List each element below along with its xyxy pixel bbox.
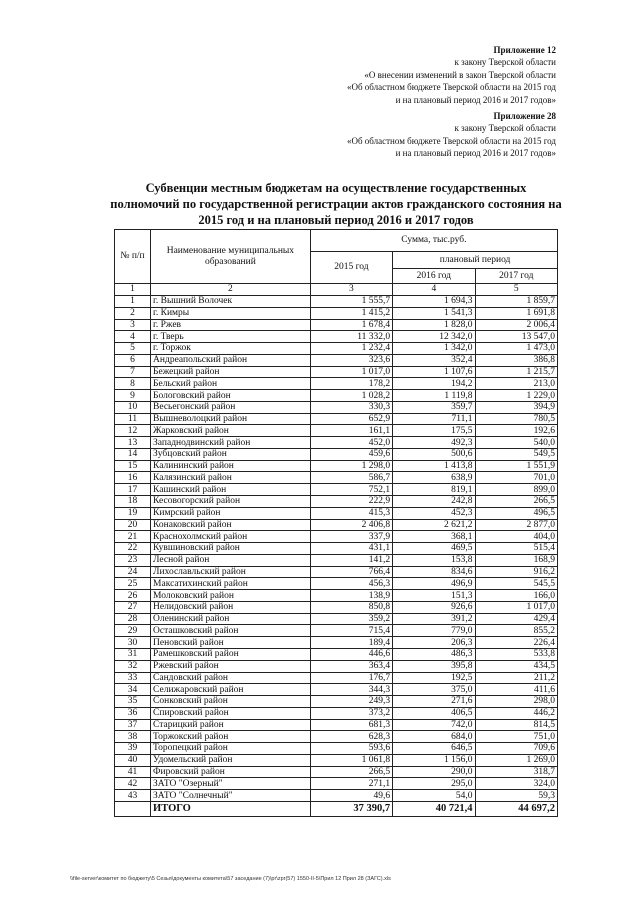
amount-2015: 431,1 — [310, 543, 392, 555]
municipality-name: Андреапольский район — [151, 354, 311, 366]
amount-2015: 344,3 — [310, 684, 392, 696]
amount-2015: 1 017,0 — [310, 366, 392, 378]
amount-2016: 1 694,3 — [393, 296, 475, 308]
amount-2016: 452,3 — [393, 507, 475, 519]
amount-2016: 486,3 — [393, 648, 475, 660]
amount-2015: 2 406,8 — [310, 519, 392, 531]
amount-2015: 141,2 — [310, 554, 392, 566]
amount-2015: 766,4 — [310, 566, 392, 578]
table-row — [115, 390, 558, 402]
amount-2016: 359,7 — [393, 401, 475, 413]
municipality-name: Западнодвинский район — [151, 437, 311, 449]
amount-2015: 1 298,0 — [310, 460, 392, 472]
table-row — [115, 296, 558, 308]
table-row — [115, 366, 558, 378]
table-row — [115, 648, 558, 660]
amount-2017: 496,5 — [475, 507, 557, 519]
amount-2017: 1 215,7 — [475, 366, 557, 378]
table-row — [115, 413, 558, 425]
amount-2016: 469,5 — [393, 543, 475, 555]
row-number: 32 — [115, 660, 151, 672]
amount-2016: 1 541,3 — [393, 307, 475, 319]
row-number: 11 — [115, 413, 151, 425]
amount-2017: 1 269,0 — [475, 754, 557, 766]
municipality-name: Сонковский район — [151, 696, 311, 708]
amount-2015: 1 232,4 — [310, 343, 392, 355]
amount-2016: 1 107,6 — [393, 366, 475, 378]
amount-2017: 515,4 — [475, 543, 557, 555]
municipality-name: Нелидовский район — [151, 601, 311, 613]
table-row — [115, 554, 558, 566]
header-2017: 2017 год — [475, 269, 557, 284]
amount-2017: 394,9 — [475, 401, 557, 413]
municipality-name: Зубцовский район — [151, 448, 311, 460]
table-row — [115, 684, 558, 696]
amount-2017: 168,9 — [475, 554, 557, 566]
column-number-label: 4 — [393, 284, 475, 296]
row-number: 9 — [115, 390, 151, 402]
row-number: 35 — [115, 696, 151, 708]
amount-2016: 153,8 — [393, 554, 475, 566]
amount-2015: 752,1 — [310, 484, 392, 496]
table-row — [115, 378, 558, 390]
row-number: 19 — [115, 507, 151, 519]
amount-2017: 446,2 — [475, 707, 557, 719]
amount-2015: 249,3 — [310, 696, 392, 708]
row-number: 21 — [115, 531, 151, 543]
table-row — [115, 343, 558, 355]
total-empty-cell — [115, 801, 151, 816]
row-number: 10 — [115, 401, 151, 413]
amount-2016: 391,2 — [393, 613, 475, 625]
total-row — [115, 801, 558, 816]
amount-2017: 429,4 — [475, 613, 557, 625]
municipality-name: г. Кимры — [151, 307, 311, 319]
amount-2017: 751,0 — [475, 731, 557, 743]
amount-2016: 742,0 — [393, 719, 475, 731]
amount-2016: 242,8 — [393, 496, 475, 508]
amount-2017: 701,0 — [475, 472, 557, 484]
amount-2017: 1 017,0 — [475, 601, 557, 613]
municipality-name: Пеновский район — [151, 637, 311, 649]
municipality-name: Кувшиновский район — [151, 543, 311, 555]
table-row — [115, 507, 558, 519]
amount-2017: 916,2 — [475, 566, 557, 578]
table-row — [115, 401, 558, 413]
row-number: 41 — [115, 766, 151, 778]
amount-2015: 176,7 — [310, 672, 392, 684]
row-number: 8 — [115, 378, 151, 390]
table-row — [115, 578, 558, 590]
table-row — [115, 460, 558, 472]
amount-2015: 452,0 — [310, 437, 392, 449]
row-number: 29 — [115, 625, 151, 637]
row-number: 36 — [115, 707, 151, 719]
municipality-name: Удомельский район — [151, 754, 311, 766]
row-number: 27 — [115, 601, 151, 613]
table-row — [115, 354, 558, 366]
amount-2016: 779,0 — [393, 625, 475, 637]
header-2016: 2016 год — [393, 269, 475, 284]
amount-2016: 819,1 — [393, 484, 475, 496]
row-number: 13 — [115, 437, 151, 449]
subventions-table — [114, 229, 558, 817]
amount-2017: 404,0 — [475, 531, 557, 543]
amount-2017: 211,2 — [475, 672, 557, 684]
column-number-label: 2 — [151, 284, 311, 296]
amount-2016: 1 119,8 — [393, 390, 475, 402]
table-row — [115, 425, 558, 437]
amount-2016: 12 342,0 — [393, 331, 475, 343]
amount-2017: 166,0 — [475, 590, 557, 602]
amount-2016: 1 828,0 — [393, 319, 475, 331]
row-number: 43 — [115, 790, 151, 802]
table-row — [115, 496, 558, 508]
row-number: 22 — [115, 543, 151, 555]
column-number-label: 1 — [115, 284, 151, 296]
amount-2017: 226,4 — [475, 637, 557, 649]
column-number-label: 3 — [310, 284, 392, 296]
amount-2015: 593,6 — [310, 743, 392, 755]
amount-2015: 271,1 — [310, 778, 392, 790]
municipality-name: Фировский район — [151, 766, 311, 778]
municipality-name: Максатихинский район — [151, 578, 311, 590]
amount-2017: 13 547,0 — [475, 331, 557, 343]
municipality-name: Молоковский район — [151, 590, 311, 602]
amount-2015: 681,3 — [310, 719, 392, 731]
header-sum: Сумма, тыс.руб. — [310, 230, 557, 252]
row-number: 23 — [115, 554, 151, 566]
amount-2017: 540,0 — [475, 437, 557, 449]
amount-2015: 161,1 — [310, 425, 392, 437]
amount-2015: 138,9 — [310, 590, 392, 602]
municipality-name: ЗАТО "Солнечный" — [151, 790, 311, 802]
municipality-name: г. Тверь — [151, 331, 311, 343]
municipality-name: Жарковский район — [151, 425, 311, 437]
row-number: 38 — [115, 731, 151, 743]
municipality-name: Калязинский район — [151, 472, 311, 484]
row-number: 6 — [115, 354, 151, 366]
row-number: 12 — [115, 425, 151, 437]
municipality-name: Лихославльский район — [151, 566, 311, 578]
amount-2017: 899,0 — [475, 484, 557, 496]
amount-2016: 375,0 — [393, 684, 475, 696]
table-row — [115, 790, 558, 802]
row-number: 40 — [115, 754, 151, 766]
municipality-name: Осташковский район — [151, 625, 311, 637]
amount-2016: 368,1 — [393, 531, 475, 543]
amount-2016: 496,9 — [393, 578, 475, 590]
row-number: 18 — [115, 496, 151, 508]
amount-2016: 834,6 — [393, 566, 475, 578]
amount-2015: 178,2 — [310, 378, 392, 390]
table-row — [115, 484, 558, 496]
row-number: 37 — [115, 719, 151, 731]
amount-2016: 684,0 — [393, 731, 475, 743]
header-number: № п/п — [115, 230, 151, 284]
amount-2017: 324,0 — [475, 778, 557, 790]
table-row — [115, 613, 558, 625]
municipality-name: Вышневолоцкий район — [151, 413, 311, 425]
appendix-28-line: к закону Тверской области — [454, 123, 556, 134]
amount-2015: 1 678,4 — [310, 319, 392, 331]
table-row — [115, 743, 558, 755]
amount-2016: 352,4 — [393, 354, 475, 366]
amount-2015: 49,6 — [310, 790, 392, 802]
municipality-name: Торжокский район — [151, 731, 311, 743]
appendix-12-line: «О внесении изменений в закон Тверской области — [364, 69, 556, 80]
amount-2017: 266,5 — [475, 496, 557, 508]
row-number: 26 — [115, 590, 151, 602]
municipality-name: Кесовогорский район — [151, 496, 311, 508]
municipality-name: Бологовский район — [151, 390, 311, 402]
row-number: 39 — [115, 743, 151, 755]
amount-2015: 11 332,0 — [310, 331, 392, 343]
amount-2015: 189,4 — [310, 637, 392, 649]
row-number: 20 — [115, 519, 151, 531]
amount-2017: 2 006,4 — [475, 319, 557, 331]
amount-2015: 586,7 — [310, 472, 392, 484]
appendix-28-line: и на плановый период 2016 и 2017 годов» — [395, 148, 556, 159]
table-row — [115, 590, 558, 602]
amount-2016: 711,1 — [393, 413, 475, 425]
amount-2015: 1 061,8 — [310, 754, 392, 766]
table-row — [115, 472, 558, 484]
municipality-name: г. Торжок — [151, 343, 311, 355]
amount-2016: 926,6 — [393, 601, 475, 613]
table-row — [115, 531, 558, 543]
row-number: 25 — [115, 578, 151, 590]
table-row — [115, 543, 558, 555]
municipality-name: г. Ржев — [151, 319, 311, 331]
municipality-name: Торопецкий район — [151, 743, 311, 755]
amount-2016: 175,5 — [393, 425, 475, 437]
amount-2017: 814,5 — [475, 719, 557, 731]
appendix-12-line: «Об областном бюджете Тверской области на 2015 год — [346, 82, 556, 93]
amount-2017: 411,6 — [475, 684, 557, 696]
amount-2015: 715,4 — [310, 625, 392, 637]
amount-2017: 213,0 — [475, 378, 557, 390]
amount-2016: 1 342,0 — [393, 343, 475, 355]
row-number: 24 — [115, 566, 151, 578]
municipality-name: Краснохолмский район — [151, 531, 311, 543]
row-number: 15 — [115, 460, 151, 472]
amount-2016: 295,0 — [393, 778, 475, 790]
municipality-name: Весьегонский район — [151, 401, 311, 413]
amount-2015: 337,9 — [310, 531, 392, 543]
amount-2017: 1 229,0 — [475, 390, 557, 402]
row-number: 17 — [115, 484, 151, 496]
amount-2016: 290,0 — [393, 766, 475, 778]
table-row — [115, 660, 558, 672]
amount-2015: 323,6 — [310, 354, 392, 366]
table-row — [115, 637, 558, 649]
table-row — [115, 625, 558, 637]
amount-2016: 646,5 — [393, 743, 475, 755]
amount-2016: 406,5 — [393, 707, 475, 719]
amount-2017: 533,8 — [475, 648, 557, 660]
municipality-name: Селижаровский район — [151, 684, 311, 696]
row-number: 1 — [115, 296, 151, 308]
municipality-name: Лесной район — [151, 554, 311, 566]
amount-2017: 855,2 — [475, 625, 557, 637]
municipality-name: ЗАТО "Озерный" — [151, 778, 311, 790]
amount-2016: 395,8 — [393, 660, 475, 672]
municipality-name: Конаковский район — [151, 519, 311, 531]
municipality-name: Рамешковский район — [151, 648, 311, 660]
table-row — [115, 696, 558, 708]
column-number-label: 5 — [475, 284, 557, 296]
amount-2015: 446,6 — [310, 648, 392, 660]
amount-2015: 459,6 — [310, 448, 392, 460]
amount-2016: 2 621,2 — [393, 519, 475, 531]
table-row — [115, 754, 558, 766]
amount-2015: 363,4 — [310, 660, 392, 672]
table-row — [115, 448, 558, 460]
total-2017: 44 697,2 — [475, 801, 557, 816]
header-2015: 2015 год — [310, 252, 392, 284]
row-number: 2 — [115, 307, 151, 319]
appendix-28-title: Приложение 28 — [493, 111, 556, 121]
amount-2017: 1 473,0 — [475, 343, 557, 355]
file-path-footer: \\file-server\комитет по бюджету\5 Сезья\документы комитета\57 заседание (7)\pr\zpr(57) 1550-II-5\Прил 12 Прил 28 (ЗАГС).xls — [70, 876, 391, 882]
row-number: 30 — [115, 637, 151, 649]
municipality-name: Оленинский район — [151, 613, 311, 625]
appendix-12-line: к закону Тверской области — [454, 57, 556, 68]
row-number: 7 — [115, 366, 151, 378]
amount-2016: 271,6 — [393, 696, 475, 708]
row-number: 3 — [115, 319, 151, 331]
amount-2015: 373,2 — [310, 707, 392, 719]
amount-2017: 1 691,8 — [475, 307, 557, 319]
table-row — [115, 672, 558, 684]
amount-2016: 638,9 — [393, 472, 475, 484]
row-number: 31 — [115, 648, 151, 660]
amount-2017: 192,6 — [475, 425, 557, 437]
municipality-name: Бежецкий район — [151, 366, 311, 378]
municipality-name: Спировский район — [151, 707, 311, 719]
row-number: 5 — [115, 343, 151, 355]
amount-2015: 628,3 — [310, 731, 392, 743]
row-number: 4 — [115, 331, 151, 343]
table-row — [115, 307, 558, 319]
municipality-name: Кимрский район — [151, 507, 311, 519]
document-title: Субвенции местным бюджетам на осуществление государственных полномочий по государственной регистрации актов гражданского состояния на 2015 год и на плановый период 2016 и 2017 годов — [110, 181, 562, 227]
row-number: 34 — [115, 684, 151, 696]
amount-2015: 415,3 — [310, 507, 392, 519]
amount-2015: 1 555,7 — [310, 296, 392, 308]
municipality-name: Сандовский район — [151, 672, 311, 684]
amount-2015: 652,9 — [310, 413, 392, 425]
amount-2016: 192,5 — [393, 672, 475, 684]
municipality-name: Калининский район — [151, 460, 311, 472]
amount-2016: 500,6 — [393, 448, 475, 460]
municipality-name: Старицкий район — [151, 719, 311, 731]
amount-2017: 298,0 — [475, 696, 557, 708]
amount-2016: 151,3 — [393, 590, 475, 602]
table-row — [115, 766, 558, 778]
table-row — [115, 331, 558, 343]
table-row — [115, 719, 558, 731]
amount-2015: 222,9 — [310, 496, 392, 508]
amount-2017: 780,5 — [475, 413, 557, 425]
appendix-28-header — [347, 110, 556, 160]
amount-2017: 709,6 — [475, 743, 557, 755]
amount-2017: 386,8 — [475, 354, 557, 366]
table-row — [115, 601, 558, 613]
amount-2016: 492,3 — [393, 437, 475, 449]
total-label: ИТОГО — [151, 801, 311, 816]
table-row — [115, 519, 558, 531]
row-number: 28 — [115, 613, 151, 625]
municipality-name: Кашинский район — [151, 484, 311, 496]
row-number: 42 — [115, 778, 151, 790]
municipality-name: г. Вышний Волочек — [151, 296, 311, 308]
amount-2015: 359,2 — [310, 613, 392, 625]
total-2016: 40 721,4 — [393, 801, 475, 816]
amount-2015: 1 415,2 — [310, 307, 392, 319]
appendix-12-title: Приложение 12 — [493, 45, 556, 55]
row-number: 16 — [115, 472, 151, 484]
amount-2017: 1 859,7 — [475, 296, 557, 308]
amount-2015: 1 028,2 — [310, 390, 392, 402]
appendix-12-line: и на плановый период 2016 и 2017 годов» — [395, 94, 556, 105]
table-row — [115, 566, 558, 578]
amount-2015: 456,3 — [310, 578, 392, 590]
amount-2016: 1 156,0 — [393, 754, 475, 766]
table-row — [115, 731, 558, 743]
municipality-name: Ржевский район — [151, 660, 311, 672]
table-row — [115, 707, 558, 719]
amount-2016: 194,2 — [393, 378, 475, 390]
table-row — [115, 437, 558, 449]
amount-2017: 434,5 — [475, 660, 557, 672]
amount-2016: 54,0 — [393, 790, 475, 802]
amount-2017: 545,5 — [475, 578, 557, 590]
table-row — [115, 778, 558, 790]
appendix-28-line: «Об областном бюджете Тверской области на 2015 год — [346, 135, 556, 146]
municipality-name: Бельский район — [151, 378, 311, 390]
amount-2016: 206,3 — [393, 637, 475, 649]
amount-2017: 2 877,0 — [475, 519, 557, 531]
amount-2015: 266,5 — [310, 766, 392, 778]
amount-2017: 318,7 — [475, 766, 557, 778]
header-plan-period: плановый период — [393, 252, 558, 269]
header-name: Наименование муниципальных образований — [151, 230, 311, 284]
amount-2015: 330,3 — [310, 401, 392, 413]
appendix-12-header — [347, 44, 556, 106]
amount-2016: 1 413,8 — [393, 460, 475, 472]
amount-2017: 549,5 — [475, 448, 557, 460]
row-number: 14 — [115, 448, 151, 460]
amount-2017: 59,3 — [475, 790, 557, 802]
amount-2015: 850,8 — [310, 601, 392, 613]
table-row — [115, 319, 558, 331]
row-number: 33 — [115, 672, 151, 684]
total-2015: 37 390,7 — [310, 801, 392, 816]
amount-2017: 1 551,9 — [475, 460, 557, 472]
